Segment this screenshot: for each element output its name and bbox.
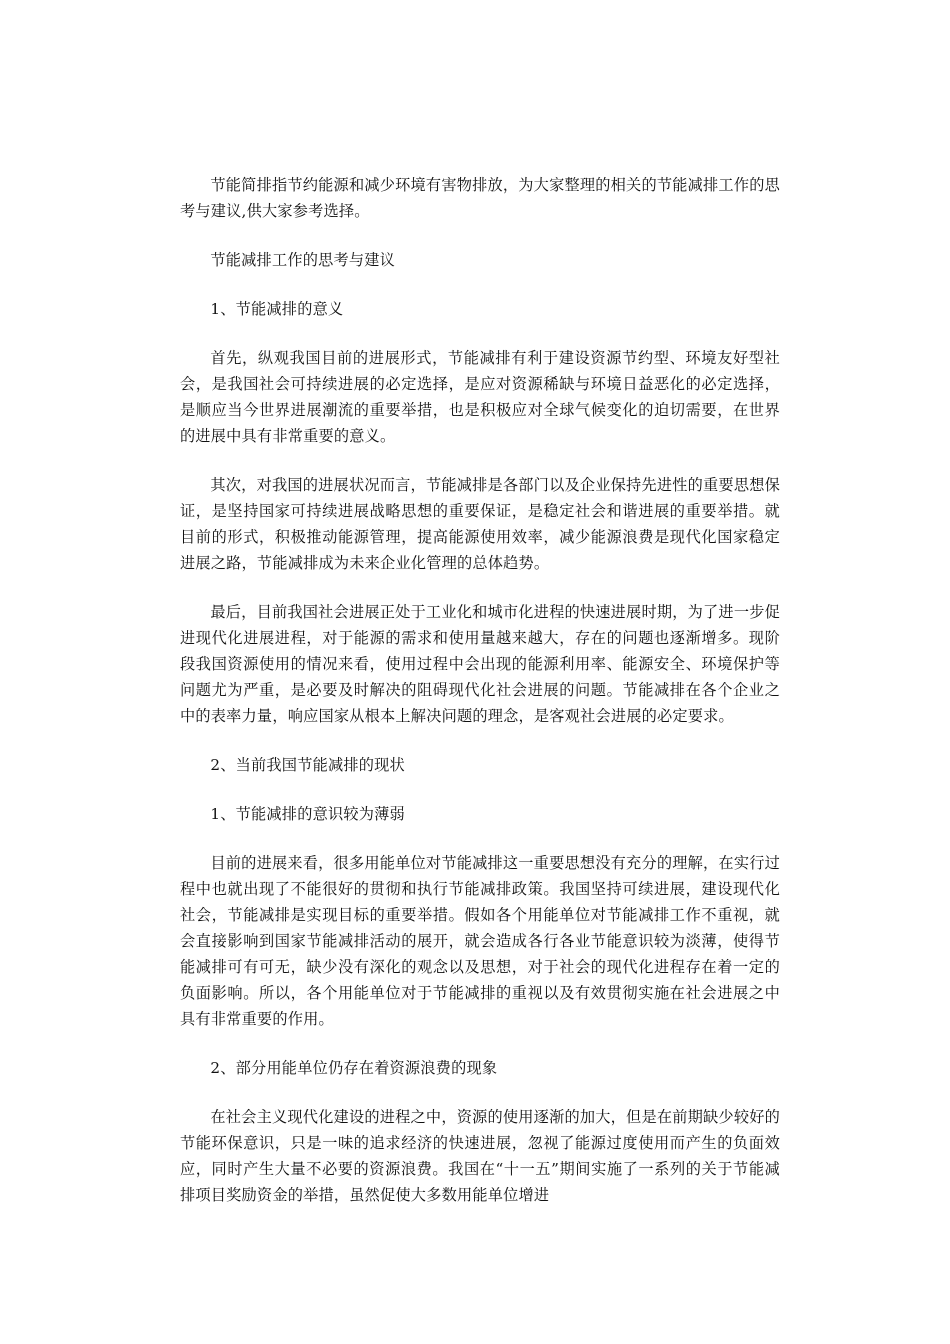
document-body [180,172,780,1231]
intro-paragraph: 节能简排指节约能源和减少环境有害物排放，为大家整理的相关的节能减排工作的思考与建议,供大家参考选择。 [180,176,780,220]
paragraph-finally: 最后，目前我国社会进展正处于工业化和城市化进程的快速进展时期，为了进一步促进现代化进展进程，对于能源的需求和使用量越来越大，存在的问题也逐渐增多。现阶段我国资源使用的情况来看，使用过程中会出现的能源利用率、能源安全、环境保护等问题尤为严重，是必要及时解决的阻碍现代化社会进展的问题。节能减排在各个企业之中的表率力量，响应国家从根本上解决问题的理念，是客观社会进展的必定要求。 [180,603,780,725]
document-title: 节能减排工作的思考与建议 [210,251,396,269]
paragraph-firstly: 首先，纵观我国目前的进展形式，节能减排有利于建设资源节约型、环境友好型社会，是我国社会可持续进展的必定选择，是应对资源稀缺与环境日益恶化的必定选择，是顺应当今世界进展潮流的重要举措，也是积极应对全球气候变化的迫切需要，在世界的进展中具有非常重要的意义。 [180,349,780,445]
section-heading-status: 2、当前我国节能减排的现状 [210,756,405,774]
paragraph-waste: 在社会主义现代化建设的进程之中，资源的使用逐渐的加大，但是在前期缺少较好的节能环保意识，只是一味的追求经济的快速进展，忽视了能源过度使用而产生的负面效应，同时产生大量不必要的资源浪费。我国在“十一五”期间实施了一系列的关于节能减排项目奖励资金的举措，虽然促使大多数用能单位增进 [180,1108,780,1204]
paragraph-awareness: 目前的进展来看，很多用能单位对节能减排这一重要思想没有充分的理解，在实行过程中也就出现了不能很好的贯彻和执行节能减排政策。我国坚持可续进展，建设现代化社会，节能减排是实现目标的重要举措。假如各个用能单位对节能减排工作不重视，就会直接影响到国家节能减排活动的展开，就会造成各行各业节能意识较为淡薄，使得节能减排可有可无，缺少没有深化的观念以及思想，对于社会的现代化进程存在着一定的负面影响。所以，各个用能单位对于节能减排的重视以及有效贯彻实施在社会进展之中具有非常重要的作用。 [180,854,780,1028]
section-heading-significance: 1、节能减排的意义 [210,300,344,318]
subsection-heading-waste: 2、部分用能单位仍存在着资源浪费的现象 [210,1059,498,1077]
paragraph-secondly: 其次，对我国的进展状况而言，节能减排是各部门以及企业保持先进性的重要思想保证，是坚持国家可持续进展战略思想的重要保证，是稳定社会和谐进展的重要举措。就目前的形式，积极推动能源管理，提高能源使用效率，减少能源浪费是现代化国家稳定进展之路，节能减排成为未来企业化管理的总体趋势。 [180,476,780,572]
subsection-heading-awareness: 1、节能减排的意识较为薄弱 [210,805,405,823]
